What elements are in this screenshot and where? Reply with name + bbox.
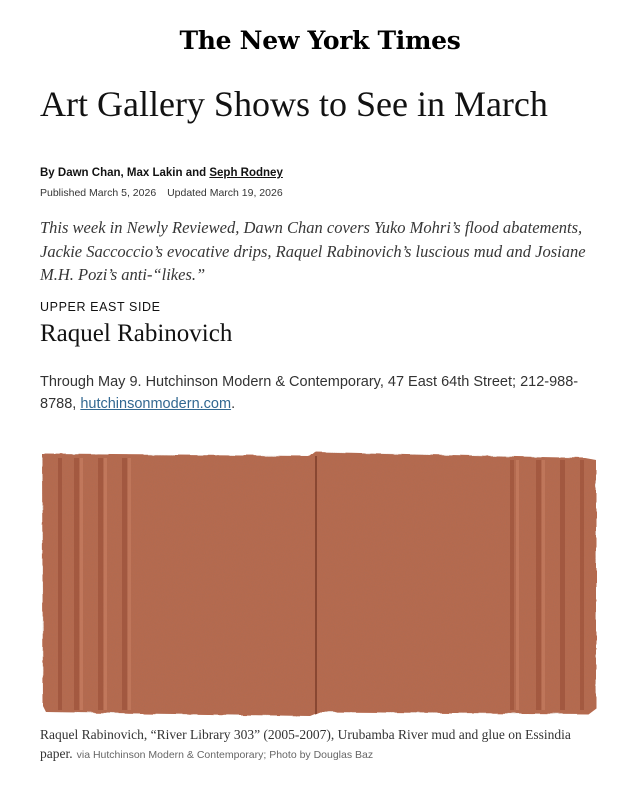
article-dates <box>40 187 283 199</box>
caption-text: Raquel Rabinovich, “River Library 303” (2005-2007), Urubamba River mud and glue on Essindia paper. <box>40 727 571 761</box>
article-headline: Art Gallery Shows to See in March <box>40 84 548 124</box>
exhibition-info <box>40 371 600 415</box>
article-summary: This week in Newly Reviewed, Dawn Chan covers Yuko Mohri’s flood abatements, Jackie Saccoccio’s evocative drips, Raquel Rabinovich’s luscious mud and Josiane M.H. Pozi’s anti-“likes.” <box>40 218 586 284</box>
published-date: Published March 5, 2026 <box>40 187 157 199</box>
updated-date: Updated March 19, 2026 <box>167 187 283 199</box>
byline-authors: By Dawn Chan, Max Lakin and <box>40 167 207 179</box>
nyt-masthead-logo[interactable]: The New York Times <box>179 26 461 55</box>
exhibition-info-end: . <box>231 396 236 412</box>
artwork-image <box>40 450 600 718</box>
exhibition-info-text: Through May 9. Hutchinson Modern & Contemporary, 47 East 64th Street; 212-988-8788, <box>40 374 579 412</box>
image-caption <box>40 725 600 765</box>
gallery-link[interactable]: hutchinsonmodern.com <box>80 396 232 412</box>
byline <box>40 167 283 179</box>
photo-credit: via Hutchinson Modern & Contemporary; Photo by Douglas Baz <box>76 749 374 761</box>
section-title: Raquel Rabinovich <box>40 320 233 347</box>
section-kicker: UPPER EAST SIDE <box>40 300 161 314</box>
byline-author-link[interactable]: Seph Rodney <box>209 167 283 179</box>
